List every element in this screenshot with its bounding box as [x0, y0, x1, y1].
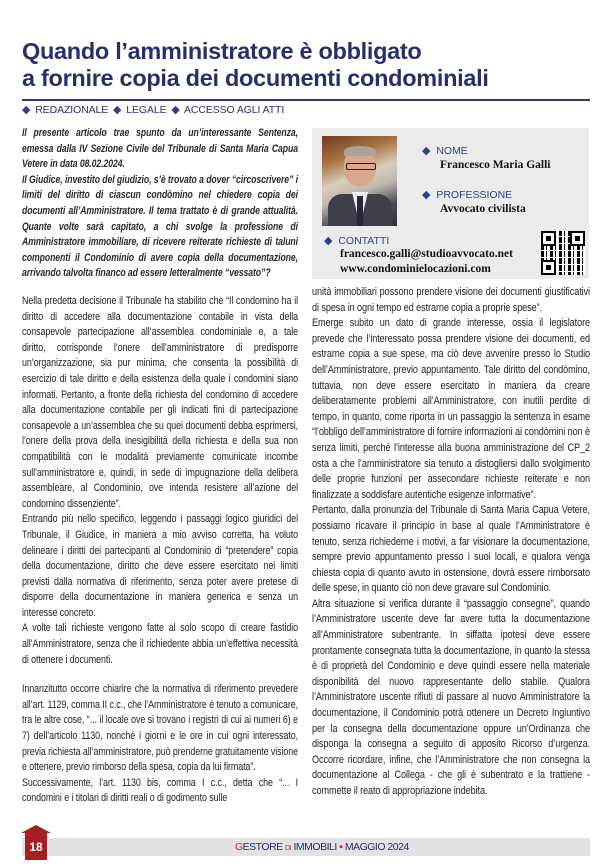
diamond-bullet-icon: ◆ [113, 104, 122, 116]
body-paragraph: Innanzitutto occorre chiarire che la normativa di riferimento prevedere all’art. 1129, comma II c.c., che l’Amministratore è tenuto a comunicare, tra le altre cose, “... il locale ove si trovano i registri di cui ai numeri 6) e 7) dell’articolo 1130, nonché i giorni e le ore in cui ogni interessato, previa richiesta all’amministratore, può prenderne gratuitamente visione e ottenere, previo rimborso della spesa, copia da lui firmata”. [22, 683, 298, 774]
body-paragraph: Emerge subito un dato di grande interesse, ossia il legislatore prevede che l’interessato possa prendere visione dei documenti, ed estrarne copia a sue spese, ma ciò deve avvenire presso lo Studio dell’Amministratore, previo appuntamento. Tale diritto del condòmino, tuttavia, non deve essere esercitato in maniera da creare deliberatamente problemi all’Amministratore, con inutili perdite di tempo, in quanto, come riporta in un passaggio la sentenza in esame “l’obbligo dell’amministratore di fornire informazioni ai condòmini non è senza limiti, perché l’interesse alla buona amministrazione del CP_2 osta a che l’amministratore sia tenuto a distogliersi dallo svolgimento delle proprie funzioni per assecondare richieste reiterate e non finalizzate a soddisfare autentiche esigenze informative”. [312, 317, 590, 501]
author-box [312, 128, 589, 279]
tag: LEGALE [126, 104, 167, 116]
diamond-bullet-icon: ◆ [422, 145, 431, 157]
diamond-bullet-icon: ◆ [22, 104, 31, 116]
tag-list [22, 103, 286, 116]
intro-paragraph: Il Giudice, investito del giudizio, s’è trovato a dover “circoscrivere” i limiti del diritto di ciascun condòmino nel chiedere copia dei documenti all’Amministratore. Il tema trattato è di grande attualità. Quante volte sarà capitato, a chi svolge la professione di Amministratore immobiliare, di ricevere reiterate richieste di taluni componenti il Condominio di avere copia della documentazione, arrivando talvolta financo ad essere letteralmente “vessato”? [22, 173, 298, 280]
author-profession: Avvocato civilista [440, 203, 526, 215]
body-paragraph: Entrando più nello specifico, leggendo i passaggi logico giuridici del Tribunale, il Giudice, in maniera a mio avviso corretta, ha voluto delineare i diritti dei partecipanti al Condominio di “pretendere” copia della documentazione, diritto che deve essere esercitato nei limiti previsti dalla normativa di riferimento, senza poter avere pretese di disporre della documentazione in maniera generica e senza un interesse concreto. [22, 513, 298, 619]
diamond-bullet-icon: ◆ [422, 189, 431, 201]
article-title [22, 38, 592, 92]
author-email[interactable]: francesco.galli@studioavvocato.net [340, 248, 513, 260]
author-photo [322, 136, 397, 226]
body-paragraph: unità immobiliari possono prendere visione dei documenti giustificativi di spesa in ogni tempo ed estrarne copia a proprie spese”. [312, 286, 590, 314]
profession-label: ◆ PROFESSIONE [422, 189, 513, 201]
page-number: 18 [25, 832, 47, 860]
contacts-label: ◆ CONTATTI [324, 235, 390, 247]
author-website[interactable]: www.condominielocazioni.com [340, 263, 491, 275]
body-paragraph: Altra situazione si verifica durante il “passaggio consegne”, quando l’Amministratore uscente deve far avere tutta la documentazione all’Amministratore subentrante. In siffatta ipotesi deve essere prontamente consegnata tutta la documentazione, in quanto la stessa è di proprietà del Condominio e deve quindi essere nella materiale disponibilità del nuovo rappresentante dello stabile. Qualora l’Amministratore uscente rifiuti di passare al nuovo Amministratore la documentazione, il Condominio potrà ottenere un Decreto Ingiuntivo per la consegna della documentazione oppure un’Ordinanza che disponga la consegna a seguito di apposito Ricorso d’urgenza. Occorre ricordare, infine, che l’Amministratore che non consegna la documentazione al Collega - che gli è subentrato e la trattiene - commette il reato di appropriazione indebita. [312, 597, 590, 797]
tag: REDAZIONALE [35, 104, 109, 116]
diamond-bullet-icon: ◆ [324, 235, 333, 247]
right-column [312, 285, 590, 800]
article-intro [22, 126, 298, 282]
qr-code [541, 231, 585, 275]
title-divider [22, 99, 590, 101]
tag: ACCESSO AGLI ATTI [183, 104, 285, 116]
diamond-bullet-icon: ◆ [171, 104, 180, 116]
title-line-1: Quando l’amministratore è obbligato [22, 38, 422, 64]
magazine-issue: GESTORE DI IMMOBILI ▪ MAGGIO 2024 [235, 841, 409, 853]
name-label: ◆ NOME [422, 145, 468, 157]
title-line-2: a fornire copia dei documenti condominiali [22, 65, 489, 91]
body-paragraph: Nella predetta decisione il Tribunale ha stabilito che “Il condomino ha il diritto di accedere alla documentazione contabile in vista della consapevole partecipazione all’assemblea condominiale e, a tale diritto, corrisponde l’onere dell’amministratore di predisporre un’organizzazione, sia pur minima, che consenta la possibilità di esercizio di tale diritto e della esistenza della quale i condomini siano informati. Pertanto, a fronte della richiesta del condomino di accedere alla documentazione contabile per gli indicati fini di partecipazione consapevole a un’assemblea che su quei documenti debba esprimersi, l’onere della prova della inesigibilità della richiesta e della sua non compatibilità con le modalità previamente comunicate incombe sull’amministratore e, quindi, in sede di impugnazione della delibera assembleare, al Condominio, ove intenda resistere all’azione del condomino dissenziente”. [22, 295, 298, 510]
body-paragraph: Pertanto, dalla pronunzia del Tribunale di Santa Maria Capua Vetere, possiamo ricavare il principio in base al quale l’Amministratore è tenuto, senza richiederne i motivi, a far visionare la documentazione, sempre previo appuntamento presso i suoi locali, e qualora venga chiesta copia di quanto avuto in ostensione, dovrà essere rimborsato delle spese, in quanto ciò non deve gravare sul Condominio. [312, 504, 590, 595]
body-paragraph: Successivamente, l’art. 1130 bis, comma I c.c., detta che “... I condomini e i titolari di diritti reali o di godimento sulle [22, 776, 298, 805]
author-name: Francesco Maria Galli [440, 159, 551, 171]
intro-paragraph: Il presente articolo trae spunto da un’interessante Sentenza, emessa dalla IV Sezione Civile del Tribunale di Santa Maria Capua Vetere in data 08.02.2024. [22, 127, 298, 171]
body-paragraph: A volte tali richieste vengono fatte al solo scopo di creare fastidio all’Amministratore, senza che il richiedente abbia un’effettiva necessità di ottenere i documenti. [22, 622, 298, 666]
left-column [22, 294, 298, 807]
